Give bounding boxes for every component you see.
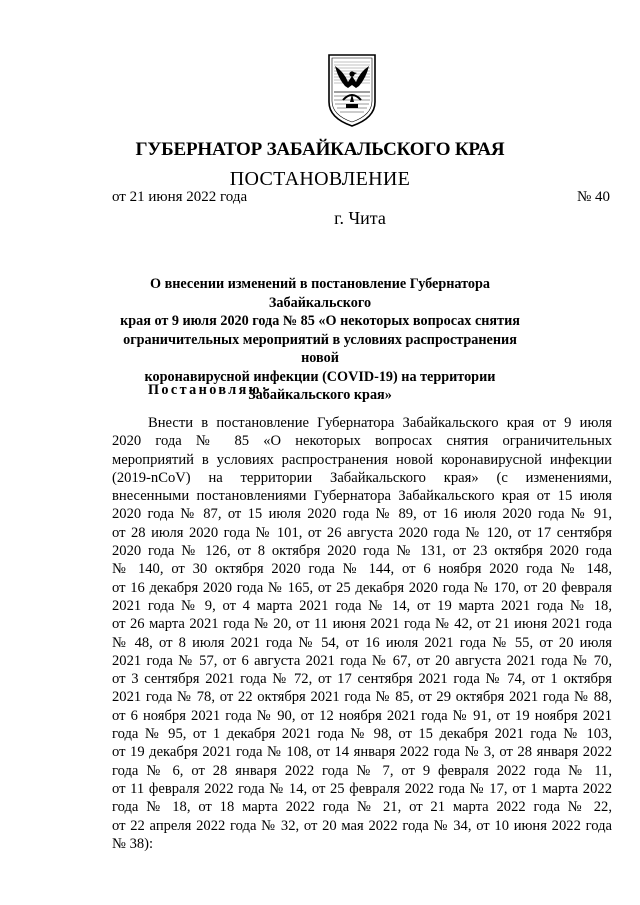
body-paragraph — [112, 414, 612, 853]
body-line: Внести в постановление Губернатора Забайкальского края от 9 июля — [148, 415, 612, 431]
body-line: (2019-nCoV) на территории Забайкальского края» (с изменениями, — [112, 469, 612, 486]
body-line: от 16 декабря 2020 года № 165, от 25 декабря 2020 года № 170, от 20 февраля — [112, 579, 612, 596]
body-line: № 48, от 8 июля 2021 года № 54, от 16 июля 2021 года № 55, от 20 июля — [112, 634, 612, 651]
body-line: от 22 апреля 2022 года № 32, от 20 мая 2022 года № 34, от 10 июня 2022 года — [112, 817, 612, 834]
body-line: внесенными постановлениями Губернатора Забайкальского края от 15 июля — [112, 488, 612, 505]
body-line: 2021 года № 78, от 22 октября 2021 года № 85, от 29 октября 2021 года № 88, — [112, 689, 612, 706]
document-city: г. Чита — [334, 208, 386, 228]
body-line: от 11 февраля 2022 года № 14, от 25 февраля 2022 года № 17, от 1 марта 2022 — [112, 780, 612, 797]
body-line: 2021 года № 9, от 4 марта 2021 года № 14, от 19 марта 2021 года № 18, — [112, 597, 612, 614]
body-line: 2020 года № 87, от 15 июля 2020 года № 89, от 16 июля 2020 года № 91, — [112, 506, 612, 523]
heading-line: О внесении изменений в постановление Губернатора Забайкальского — [150, 276, 490, 311]
body-line: года № 18, от 18 марта 2022 года № 21, от 21 марта 2022 года № 22, — [112, 799, 612, 816]
body-line: года № 6, от 28 января 2022 года № 7, от 9 февраля 2022 года № 11, — [112, 762, 612, 779]
body-line: от 28 июля 2020 года № 101, от 26 августа 2020 года № 120, от 17 сентября — [112, 524, 612, 541]
body-line: № 140, от 30 октября 2020 года № 144, от 6 ноября 2020 года № 148, — [112, 561, 612, 578]
body-line: № 38): — [112, 835, 154, 852]
coat-of-arms-icon — [326, 52, 378, 128]
resolve-heading: Постановляю: — [148, 382, 270, 398]
body-line: от 19 декабря 2021 года № 108, от 14 января 2022 года № 3, от 28 января 2022 — [112, 744, 612, 761]
body-line: года № 95, от 1 декабря 2021 года № 98, от 15 декабря 2021 года № 103, — [112, 726, 612, 743]
document-date: от 21 июня 2022 года — [112, 189, 248, 205]
body-line: мероприятий в условиях распространения новой коронавирусной инфекции — [112, 451, 612, 468]
heading-line: края от 9 июля 2020 года № 85 «О некоторых вопросах снятия — [120, 313, 520, 329]
body-line: 2020 года № 126, от 8 октября 2020 года № 131, от 23 октября 2020 года — [112, 543, 612, 560]
heading-line: коронавирусной инфекции (COVID-19) на территории — [144, 368, 496, 385]
body-line: 2020 года № 85 «О некоторых вопросах снятия ограничительных — [112, 433, 612, 450]
body-line: от 6 ноября 2021 года № 90, от 12 ноября 2021 года № 91, от 19 ноября 2021 — [112, 707, 612, 724]
body-line: от 26 марта 2021 года № 20, от 11 июня 2021 года № 42, от 21 июня 2021 года — [112, 616, 612, 633]
body-line: 2021 года № 57, от 6 августа 2021 года № 67, от 20 августа 2021 года № 70, — [112, 652, 612, 669]
heading-line: ограничительных мероприятий в условиях распространения новой — [123, 331, 517, 366]
body-line: от 3 сентября 2021 года № 72, от 17 сентября 2021 года № 74, от 1 октября — [112, 671, 612, 688]
authority-title: ГУБЕРНАТОР ЗАБАЙКАЛЬСКОГО КРАЯ — [135, 139, 505, 160]
heading-line: Забайкальского края» — [248, 387, 392, 403]
document-type: ПОСТАНОВЛЕНИЕ — [229, 168, 411, 190]
document-number: № 40 — [577, 189, 611, 205]
